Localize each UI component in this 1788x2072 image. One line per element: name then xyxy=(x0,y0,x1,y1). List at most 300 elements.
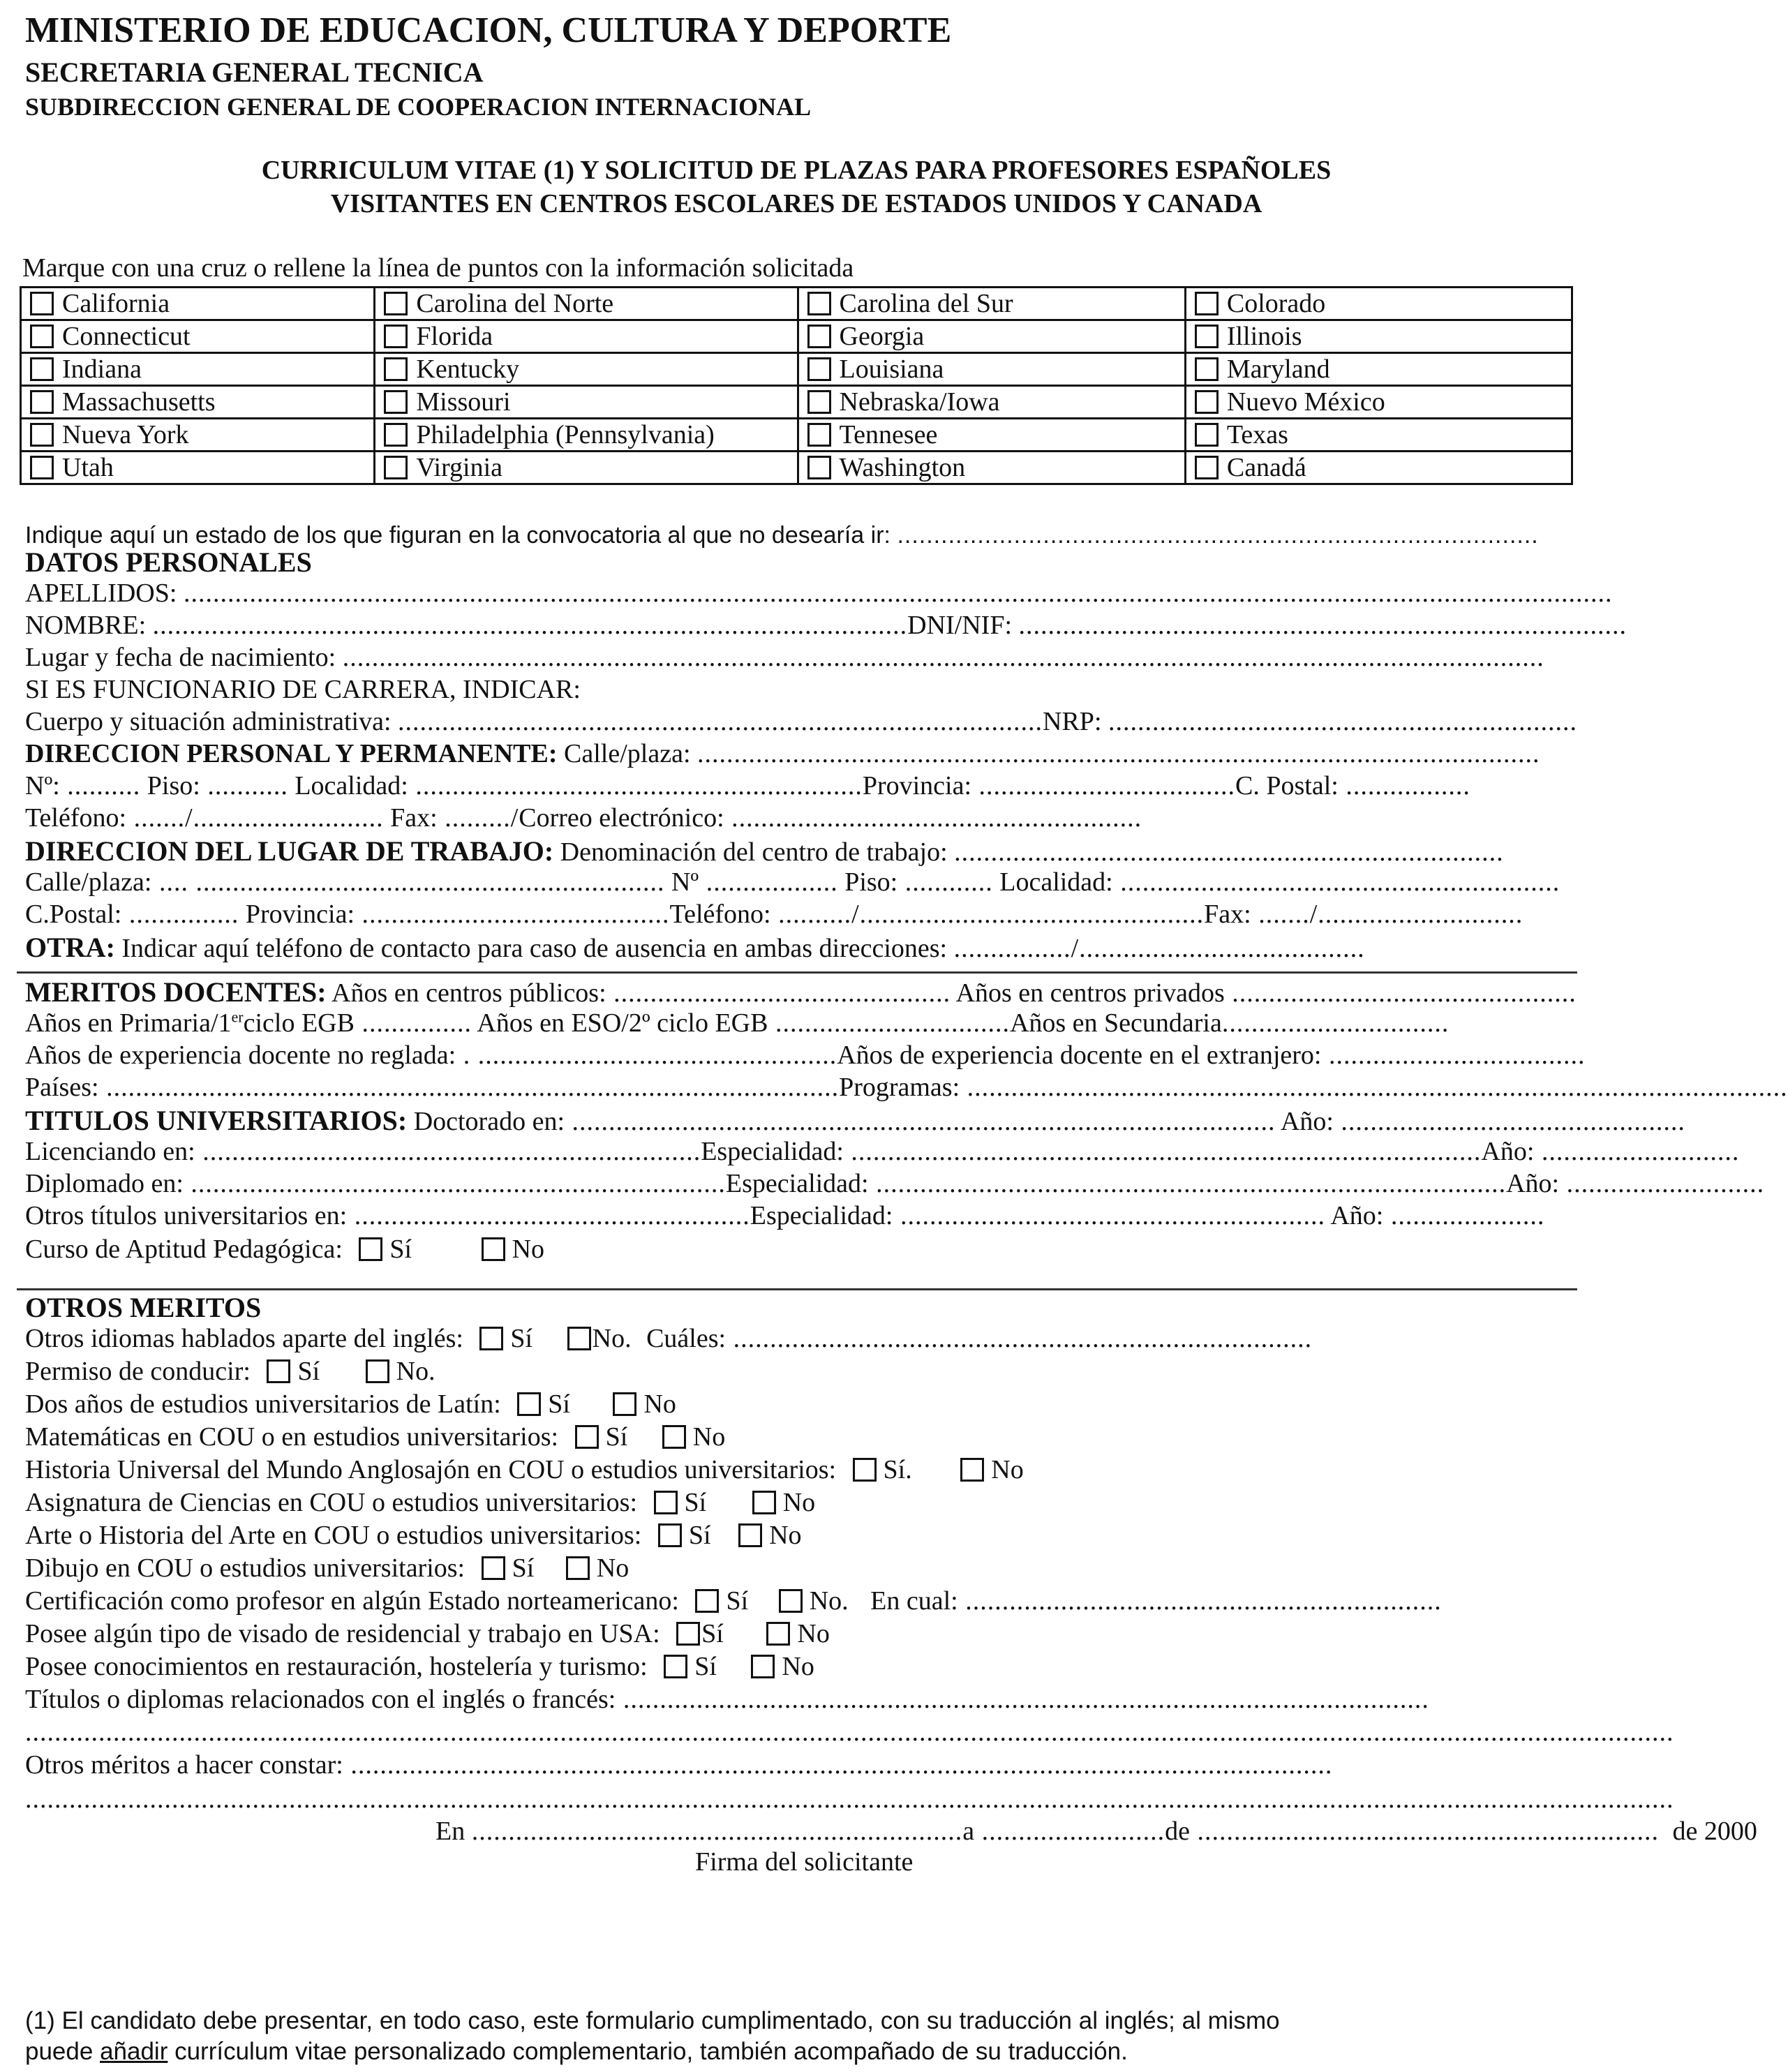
nrp-field[interactable]: ................................................................ xyxy=(1108,707,1577,736)
piso-label: Piso: xyxy=(147,771,200,800)
piso-field[interactable]: ........... xyxy=(200,771,288,800)
denominacion-label: Denominación del centro de trabajo: xyxy=(560,837,948,867)
cap-yes-checkbox[interactable] xyxy=(359,1237,382,1261)
state-cell xyxy=(375,419,798,452)
state-checkbox[interactable] xyxy=(1195,390,1219,414)
certificacion-yes-checkbox[interactable] xyxy=(695,1589,719,1613)
state-label: Missouri xyxy=(416,387,511,417)
privados-field[interactable]: ............................................... xyxy=(1224,978,1577,1008)
idiomas-yes-label: Sí xyxy=(510,1324,533,1353)
direccion-trabajo-row xyxy=(25,835,1504,867)
historia-yes-checkbox[interactable] xyxy=(853,1458,877,1482)
secundaria-field[interactable]: ............................... xyxy=(1221,1008,1450,1038)
licenciado-especialidad-field[interactable]: ...................................................................................... xyxy=(843,1137,1482,1166)
state-cell xyxy=(21,386,375,419)
work-numero-field[interactable]: .................. xyxy=(699,867,838,897)
states-row xyxy=(21,288,1572,320)
licenciado-label: Licenciando en: xyxy=(25,1137,195,1166)
historia-label: Historia Universal del Mundo Anglosajón en COU o estudios universitarios: xyxy=(25,1455,837,1484)
cpostal-label: C. Postal: xyxy=(1235,771,1339,800)
states-row xyxy=(21,452,1572,484)
cuales-label: Cuáles: xyxy=(646,1324,727,1353)
funcionario-label: SI ES FUNCIONARIO DE CARRERA, INDICAR: xyxy=(25,675,581,704)
ciencias-row xyxy=(25,1487,815,1518)
state-checkbox[interactable] xyxy=(30,423,54,447)
state-cell xyxy=(21,419,375,452)
ciencias-yes-checkbox[interactable] xyxy=(654,1491,678,1514)
licenciado-anio-label: Año: xyxy=(1481,1137,1535,1166)
visado-label: Posee algún tipo de visado de residencial y trabajo en USA: xyxy=(25,1619,660,1648)
signature-month-field[interactable]: ............................................................... xyxy=(1189,1817,1659,1846)
visado-no-checkbox[interactable] xyxy=(766,1622,790,1646)
ciencias-no-label: No xyxy=(782,1488,816,1517)
titulos-idiomas-field-continued[interactable]: ................................................................................................................................................................................................................................. xyxy=(25,1717,1674,1747)
signature-place-field[interactable]: ................................................................... xyxy=(471,1817,963,1846)
direccion-personal-heading: DIRECCION PERSONAL Y PERMANENTE: xyxy=(25,739,558,768)
work-fax-label: Fax: xyxy=(1204,900,1251,929)
lugar-fecha-row xyxy=(25,642,1544,673)
states-row xyxy=(21,419,1572,452)
titulos-heading: TITULOS UNIVERSITARIOS: xyxy=(25,1105,408,1136)
state-checkbox[interactable] xyxy=(1195,423,1219,447)
cuerpo-row xyxy=(25,706,1577,737)
titulos-idiomas-field[interactable]: .............................................................................................................. xyxy=(616,1685,1429,1714)
otros-anio-field[interactable]: ..................... xyxy=(1383,1201,1545,1230)
latin-row xyxy=(25,1389,676,1419)
lugar-fecha-label: Lugar y fecha de nacimiento: xyxy=(25,643,336,672)
denominacion-field[interactable]: ........................................................................... xyxy=(954,837,1504,867)
meritos-row xyxy=(25,976,1577,1008)
eso-label: Años en ESO/2º ciclo EGB xyxy=(477,1008,768,1038)
idiomas-yes-checkbox[interactable] xyxy=(479,1327,503,1350)
doctorado-label: Doctorado en: xyxy=(413,1107,565,1136)
state-checkbox[interactable] xyxy=(807,325,831,348)
state-cell xyxy=(375,288,798,320)
state-cell xyxy=(375,452,798,484)
state-cell xyxy=(1185,419,1572,452)
exclude-state-field[interactable]: ........................................................................................ xyxy=(897,522,1539,549)
contact-row xyxy=(25,803,1142,833)
footnote-line1: (1) El candidato debe presentar, en todo caso, este formulario cumplimentado, con su traducción al inglés; al mismo xyxy=(25,2007,1280,2034)
state-label: Tennesee xyxy=(839,420,938,449)
provincia-label: Provincia: xyxy=(862,771,972,800)
primaria-label: Años en Primaria/1erciclo EGB xyxy=(25,1008,355,1038)
personal-data-heading: DATOS PERSONALES xyxy=(25,546,312,578)
arte-row xyxy=(25,1520,802,1551)
state-cell xyxy=(798,419,1185,452)
work-address-row xyxy=(25,867,1560,897)
state-label: Texas xyxy=(1226,420,1288,449)
dibujo-row xyxy=(25,1553,629,1583)
signature-de-label: de xyxy=(1165,1817,1190,1846)
form-title-line2: VISITANTES EN CENTROS ESCOLARES DE ESTADOS UNIDOS Y CANADA xyxy=(330,189,1262,218)
restauracion-label: Posee conocimientos en restauración, hostelería y turismo: xyxy=(25,1652,648,1681)
restauracion-no-checkbox[interactable] xyxy=(751,1655,775,1678)
cuerpo-field[interactable]: ........................................................................................ xyxy=(398,707,1043,736)
state-label: Nebraska/Iowa xyxy=(839,387,1000,417)
certificacion-label: Certificación como profesor en algún Estado norteamericano: xyxy=(25,1586,679,1616)
state-label: Utah xyxy=(62,453,114,482)
idiomas-label: Otros idiomas hablados aparte del inglés: xyxy=(25,1324,463,1353)
state-checkbox[interactable] xyxy=(30,390,54,414)
state-checkbox[interactable] xyxy=(384,423,408,447)
nrp-label: NRP: xyxy=(1043,707,1102,736)
state-checkbox[interactable] xyxy=(384,292,408,315)
state-cell xyxy=(1185,320,1572,353)
state-checkbox[interactable] xyxy=(807,423,831,447)
state-cell xyxy=(1185,386,1572,419)
extranjero-field[interactable]: ................................... xyxy=(1321,1041,1586,1070)
fax-field[interactable]: ........./ xyxy=(437,803,519,833)
state-cell xyxy=(1185,353,1572,386)
dibujo-no-label: No xyxy=(596,1553,629,1583)
footnote-line2: puede añadir currículum vitae personalizado complementario, también acompañado de su traducción. xyxy=(25,2038,1128,2065)
work-calle-field[interactable]: .... ................................................................ xyxy=(151,867,665,897)
otros-meritos-row xyxy=(25,1750,1332,1780)
programas-field[interactable]: ................................................................................................................ xyxy=(960,1073,1788,1102)
secretariat-heading: SECRETARIA GENERAL TECNICA xyxy=(25,57,484,88)
ciencias-no-checkbox[interactable] xyxy=(752,1491,776,1514)
state-checkbox[interactable] xyxy=(384,390,408,414)
telefono-field[interactable]: ......./.......................... xyxy=(126,803,384,833)
meritos-heading: MERITOS DOCENTES: xyxy=(25,976,327,1008)
idiomas-no-label: No. xyxy=(592,1324,632,1353)
lugar-fecha-field[interactable]: .................................................................................................................................................................... xyxy=(342,643,1544,672)
state-checkbox[interactable] xyxy=(30,357,54,381)
subdirection-heading: SUBDIRECCION GENERAL DE COOPERACION INTERNACIONAL xyxy=(25,93,812,121)
section-divider-2 xyxy=(17,1288,1577,1290)
form-title-line1: CURRICULUM VITAE (1) Y SOLICITUD DE PLAZAS PARA PROFESORES ESPAÑOLES xyxy=(261,156,1332,185)
latin-label: Dos años de estudios universitarios de Latín: xyxy=(25,1389,501,1419)
ministry-heading: MINISTERIO DE EDUCACION, CULTURA Y DEPORTE xyxy=(25,10,952,50)
historia-no-label: No xyxy=(991,1455,1024,1484)
visado-yes-label: Sí xyxy=(701,1619,724,1648)
nombre-row xyxy=(25,610,1627,641)
arte-label: Arte o Historia del Arte en COU o estudios universitarios: xyxy=(25,1521,642,1550)
paises-field[interactable]: .................................................................................................... xyxy=(98,1073,840,1102)
matematicas-row xyxy=(25,1422,725,1452)
signature-place-date-row xyxy=(435,1816,1757,1847)
idiomas-row xyxy=(25,1323,1312,1354)
otros-anio-label: Año: xyxy=(1330,1201,1384,1230)
matematicas-label: Matemáticas en COU o en estudios universitarios: xyxy=(25,1422,559,1452)
state-cell xyxy=(375,320,798,353)
publicos-field[interactable]: .............................................. xyxy=(606,978,951,1008)
latin-yes-checkbox[interactable] xyxy=(517,1392,541,1416)
otros-especialidad-field[interactable]: .......................................................... xyxy=(893,1201,1325,1230)
calle-label: Calle/plaza: xyxy=(564,739,691,768)
states-row xyxy=(21,320,1572,353)
arte-no-label: No xyxy=(769,1521,802,1550)
dibujo-label: Dibujo en COU o estudios universitarios: xyxy=(25,1553,465,1583)
direccion-personal-row xyxy=(25,738,1540,769)
state-label: Connecticut xyxy=(62,322,191,351)
apellidos-label: APELLIDOS: xyxy=(25,579,177,608)
numero-field[interactable]: .......... xyxy=(59,771,141,800)
permiso-no-label: No. xyxy=(396,1357,435,1386)
correo-field[interactable]: ........................................................ xyxy=(724,803,1142,833)
state-label: Virginia xyxy=(416,453,503,482)
latin-yes-label: Sí xyxy=(548,1389,570,1419)
niveles-row xyxy=(25,1008,1449,1038)
footnote-underlined-word: añadir xyxy=(100,2038,168,2065)
work-localidad-field[interactable]: ............................................................ xyxy=(1112,867,1560,897)
permiso-yes-checkbox[interactable] xyxy=(267,1359,290,1383)
work-localidad-label: Localidad: xyxy=(999,867,1113,897)
work-provincia-field[interactable]: .......................................... xyxy=(355,900,670,929)
ciencias-yes-label: Sí xyxy=(684,1488,707,1517)
permiso-label: Permiso de conducir: xyxy=(25,1357,251,1386)
state-cell xyxy=(21,353,375,386)
otra-field[interactable]: ................/....................................... xyxy=(953,934,1365,963)
otros-meritos-field-continued[interactable]: ................................................................................................................................................................................................................................. xyxy=(25,1784,1674,1814)
paises-row xyxy=(25,1072,1788,1103)
en-cual-field[interactable]: ................................................................. xyxy=(958,1586,1442,1616)
state-checkbox[interactable] xyxy=(807,292,831,315)
primaria-field[interactable]: ............... xyxy=(354,1008,472,1038)
apellidos-row xyxy=(25,578,1612,609)
licenciado-field[interactable]: .................................................................... xyxy=(195,1137,701,1166)
privados-label: Años en centros privados xyxy=(955,978,1225,1008)
dni-label: DNI/NIF: xyxy=(907,611,1013,640)
cap-no-label: No xyxy=(512,1235,545,1264)
visado-row xyxy=(25,1618,830,1649)
work-telefono-label: Teléfono: xyxy=(669,900,771,929)
cap-row xyxy=(25,1234,544,1265)
otra-label: Indicar aquí teléfono de contacto para caso de ausencia en ambas direcciones: xyxy=(121,934,948,963)
state-cell xyxy=(798,320,1185,353)
fax-label: Fax: xyxy=(390,803,438,833)
work-fax-field[interactable]: ......./............................ xyxy=(1251,900,1523,929)
otra-row xyxy=(25,931,1365,964)
titulos-idiomas-row xyxy=(25,1684,1429,1715)
programas-label: Programas: xyxy=(839,1073,960,1102)
state-label: Nuevo México xyxy=(1226,387,1385,417)
paises-label: Países: xyxy=(25,1073,99,1102)
work-telefono-field[interactable]: ........../............................................... xyxy=(770,900,1205,929)
exclude-state-label: Indique aquí un estado de los que figuran en la convocatoria al que no desearía ir: xyxy=(25,522,891,549)
restauracion-yes-checkbox[interactable] xyxy=(664,1655,687,1678)
localidad-field[interactable]: ............................................................. xyxy=(408,771,863,800)
state-label: Carolina del Sur xyxy=(839,289,1013,318)
state-label: Colorado xyxy=(1226,289,1326,318)
states-table xyxy=(20,286,1573,485)
no-reglada-field[interactable]: . ................................................. xyxy=(456,1041,837,1070)
state-label: Kentucky xyxy=(416,355,520,384)
state-cell xyxy=(21,288,375,320)
permiso-no-checkbox[interactable] xyxy=(366,1359,389,1383)
state-cell xyxy=(798,288,1185,320)
state-label: Philadelphia (Pennsylvania) xyxy=(416,420,715,449)
state-cell xyxy=(1185,288,1572,320)
diplomado-row xyxy=(25,1168,1764,1199)
state-label: Maryland xyxy=(1226,355,1330,384)
latin-no-checkbox[interactable] xyxy=(613,1392,636,1416)
doctorado-anio-label: Año: xyxy=(1280,1107,1334,1136)
matematicas-no-label: No xyxy=(692,1422,726,1452)
state-cell xyxy=(375,386,798,419)
signature-a-label: a xyxy=(962,1817,975,1846)
state-checkbox[interactable] xyxy=(807,390,831,414)
state-checkbox[interactable] xyxy=(30,325,54,348)
state-label: Washington xyxy=(839,453,966,482)
apellidos-field[interactable]: ................................................................................................................................................................................................... xyxy=(183,579,1613,608)
diplomado-especialidad-field[interactable]: ...................................................................................... xyxy=(868,1169,1507,1198)
section-divider-1 xyxy=(17,971,1577,974)
dibujo-yes-checkbox[interactable] xyxy=(482,1556,505,1580)
otros-meritos-label: Otros méritos a hacer constar: xyxy=(25,1750,343,1780)
state-checkbox[interactable] xyxy=(384,325,408,348)
restauracion-row xyxy=(25,1651,814,1682)
state-checkbox[interactable] xyxy=(30,292,54,315)
cuales-field[interactable]: ............................................................................... xyxy=(726,1324,1313,1353)
certificacion-no-checkbox[interactable] xyxy=(779,1589,803,1613)
doctorado-field[interactable]: ................................................................................................ xyxy=(565,1107,1276,1136)
state-checkbox[interactable] xyxy=(1195,456,1219,479)
states-row xyxy=(21,353,1572,386)
arte-yes-checkbox[interactable] xyxy=(658,1523,682,1547)
extranjero-label: Años de experiencia docente en el extranjero: xyxy=(837,1041,1322,1070)
state-checkbox[interactable] xyxy=(807,357,831,381)
otros-titulos-field[interactable]: ...................................................... xyxy=(347,1201,750,1230)
numero-label: Nº: xyxy=(25,771,60,800)
state-checkbox[interactable] xyxy=(30,456,54,479)
correo-label: Correo electrónico: xyxy=(519,803,724,833)
diplomado-anio-label: Año: xyxy=(1506,1169,1560,1198)
work-piso-field[interactable]: ............ xyxy=(897,867,993,897)
signature-label: Firma del solicitante xyxy=(695,1847,914,1877)
certificacion-yes-label: Sí xyxy=(726,1586,749,1616)
no-reglada-label: Años de experiencia docente no reglada: xyxy=(25,1041,456,1070)
states-row xyxy=(21,386,1572,419)
otros-especialidad-label: Especialidad: xyxy=(750,1201,893,1230)
work-cpostal-label: C.Postal: xyxy=(25,900,122,929)
state-checkbox[interactable] xyxy=(807,456,831,479)
state-label: Canadá xyxy=(1226,453,1306,482)
secundaria-label: Años en Secundaria xyxy=(1009,1008,1222,1038)
state-checkbox[interactable] xyxy=(1195,357,1219,381)
cap-no-checkbox[interactable] xyxy=(482,1237,505,1261)
state-checkbox[interactable] xyxy=(1195,292,1219,315)
state-label: Nueva York xyxy=(62,420,189,449)
state-cell xyxy=(1185,452,1572,484)
otros-meritos-field[interactable]: ...................................................................................................................................... xyxy=(343,1750,1333,1780)
calle-field[interactable]: ................................................................................................................... xyxy=(697,739,1540,768)
licenciado-row xyxy=(25,1136,1739,1167)
eso-field[interactable]: ................................ xyxy=(768,1008,1010,1038)
state-label: California xyxy=(62,289,170,318)
publicos-label: Años en centros públicos: xyxy=(331,978,606,1008)
arte-no-checkbox[interactable] xyxy=(738,1523,762,1547)
visado-no-label: No xyxy=(797,1619,830,1648)
provincia-field[interactable]: ................................... xyxy=(971,771,1236,800)
state-cell xyxy=(21,320,375,353)
en-cual-label: En cual: xyxy=(870,1586,958,1616)
idiomas-no-checkbox[interactable] xyxy=(567,1327,591,1350)
state-cell xyxy=(798,353,1185,386)
doctorado-row xyxy=(25,1104,1685,1137)
dibujo-yes-label: Sí xyxy=(512,1553,535,1583)
cap-label: Curso de Aptitud Pedagógica: xyxy=(25,1235,343,1264)
state-label: Indiana xyxy=(62,355,142,384)
otra-heading: OTRA: xyxy=(25,932,115,963)
otros-titulos-row xyxy=(25,1200,1544,1231)
historia-no-checkbox[interactable] xyxy=(960,1458,984,1482)
permiso-yes-label: Sí xyxy=(297,1357,320,1386)
state-label: Illinois xyxy=(1226,322,1302,351)
dni-field[interactable]: ................................................................................... xyxy=(1018,611,1627,640)
instructions-text: Marque con una cruz o rellene la línea de puntos con la información solicitada xyxy=(22,253,854,283)
visado-yes-checkbox[interactable] xyxy=(676,1622,700,1646)
state-cell xyxy=(375,353,798,386)
historia-yes-label: Sí. xyxy=(883,1455,912,1484)
work-piso-label: Piso: xyxy=(844,867,898,897)
state-label: Carolina del Norte xyxy=(416,289,614,318)
work-numero-label: Nº xyxy=(671,867,699,897)
signature-day-field[interactable]: ......................... xyxy=(974,1817,1165,1846)
ciencias-label: Asignatura de Ciencias en COU o estudios universitarios: xyxy=(25,1488,638,1517)
address-detail-row xyxy=(25,770,1470,801)
state-cell xyxy=(798,452,1185,484)
state-checkbox[interactable] xyxy=(384,357,408,381)
matematicas-no-checkbox[interactable] xyxy=(662,1425,686,1449)
state-label: Georgia xyxy=(839,322,925,351)
diplomado-label: Diplomado en: xyxy=(25,1169,184,1198)
certificacion-no-label: No. xyxy=(809,1586,849,1616)
historia-row xyxy=(25,1454,1024,1485)
dibujo-no-checkbox[interactable] xyxy=(566,1556,590,1580)
diplomado-field[interactable]: ......................................................................... xyxy=(183,1169,726,1198)
diplomado-especialidad-label: Especialidad: xyxy=(725,1169,869,1198)
titulos-idiomas-label: Títulos o diplomas relacionados con el inglés o francés: xyxy=(25,1685,616,1714)
nombre-field[interactable]: ....................................................................................................... xyxy=(152,611,908,640)
arte-yes-label: Sí xyxy=(688,1521,711,1550)
work-provincia-label: Provincia: xyxy=(245,900,355,929)
nombre-label: NOMBRE: xyxy=(25,611,147,640)
experiencia-row xyxy=(25,1040,1585,1071)
state-cell xyxy=(21,452,375,484)
state-label: Massachusetts xyxy=(62,387,216,417)
cuerpo-label: Cuerpo y situación administrativa: xyxy=(25,707,392,736)
otros-titulos-label: Otros títulos universitarios en: xyxy=(25,1201,348,1230)
certificacion-row xyxy=(25,1586,1442,1616)
signature-year-label: de 2000 xyxy=(1672,1817,1757,1846)
restauracion-no-label: No xyxy=(782,1652,814,1681)
cpostal-field[interactable]: ................. xyxy=(1338,771,1470,800)
doctorado-anio-field[interactable]: ............................................... xyxy=(1333,1107,1685,1136)
state-label: Florida xyxy=(416,322,493,351)
permiso-row xyxy=(25,1356,435,1387)
work-calle-label: Calle/plaza: xyxy=(25,867,152,897)
work-contact-row xyxy=(25,899,1523,930)
diplomado-anio-field[interactable]: ........................... xyxy=(1559,1169,1765,1198)
state-checkbox[interactable] xyxy=(384,456,408,479)
state-label: Louisiana xyxy=(839,355,944,384)
otros-meritos-heading: OTROS MERITOS xyxy=(25,1292,262,1323)
telefono-label: Teléfono: xyxy=(25,803,127,833)
work-cpostal-field[interactable]: ............... xyxy=(121,900,239,929)
licenciado-anio-field[interactable]: ........................... xyxy=(1534,1137,1740,1166)
matematicas-yes-checkbox[interactable] xyxy=(575,1425,599,1449)
licenciado-especialidad-label: Especialidad: xyxy=(701,1137,844,1166)
localidad-label: Localidad: xyxy=(295,771,408,800)
state-checkbox[interactable] xyxy=(1195,325,1219,348)
latin-no-label: No xyxy=(643,1389,676,1419)
direccion-trabajo-heading: DIRECCION DEL LUGAR DE TRABAJO: xyxy=(25,835,554,867)
state-cell xyxy=(798,386,1185,419)
cap-yes-label: Sí xyxy=(389,1235,412,1264)
restauracion-yes-label: Sí xyxy=(694,1652,717,1681)
